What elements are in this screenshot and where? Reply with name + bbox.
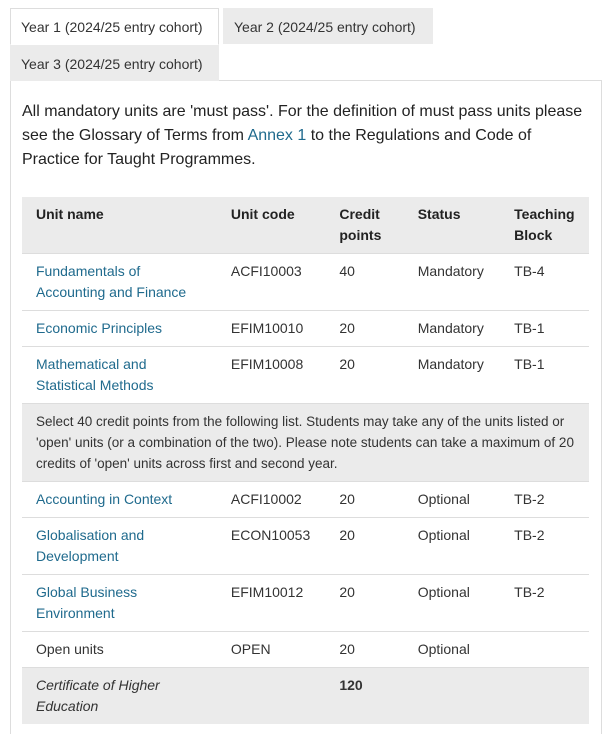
unit-status: Optional (404, 482, 500, 518)
table-header-row (22, 197, 589, 254)
unit-status: Optional (404, 518, 500, 575)
unit-link[interactable]: Globalisation and Development (36, 527, 145, 564)
unit-credits: 20 (325, 482, 403, 518)
total-empty-code (217, 668, 325, 725)
unit-credits: 20 (325, 575, 403, 632)
header-teaching-block: Teaching Block (500, 197, 589, 254)
optional-units-note: Select 40 credit points from the following list. Students may take any of the units listed or 'open' units (or a combination of the two). Please note students can take a maximum of 20 credits of 'open' units across first and second year. (22, 404, 589, 482)
header-unit-code: Unit code (217, 197, 325, 254)
unit-credits: 20 (325, 347, 403, 404)
table-row (22, 518, 589, 575)
unit-link[interactable]: Fundamentals of Accounting and Finance (36, 263, 187, 300)
unit-code: ACFI10002 (217, 482, 325, 518)
optional-units-note-row (22, 404, 589, 482)
unit-status: Optional (404, 575, 500, 632)
header-credit-points: Credit points (325, 197, 403, 254)
award-label: Certificate of Higher Education (22, 668, 217, 725)
unit-code: EFIM10012 (217, 575, 325, 632)
tab-year-2[interactable]: Year 2 (2024/25 entry cohort) (223, 8, 433, 44)
unit-credits: 20 (325, 632, 403, 668)
unit-status: Mandatory (404, 254, 500, 311)
tab-year-3[interactable]: Year 3 (2024/25 entry cohort) (10, 45, 219, 81)
table-row (22, 632, 589, 668)
units-table (22, 197, 589, 724)
unit-block: TB-4 (500, 254, 589, 311)
unit-link[interactable]: Economic Principles (36, 320, 163, 336)
intro-text-before: All mandatory units are 'must pass'. For the definition of must pass units please see the Glossary of Terms from (22, 103, 583, 144)
unit-credits: 40 (325, 254, 403, 311)
unit-credits: 20 (325, 518, 403, 575)
header-unit-name: Unit name (22, 197, 217, 254)
unit-block: TB-2 (500, 575, 589, 632)
unit-status: Optional (404, 632, 500, 668)
unit-credits: 20 (325, 311, 403, 347)
table-row (22, 575, 589, 632)
table-row (22, 311, 589, 347)
cohort-tabs (10, 8, 602, 81)
total-row (22, 668, 589, 725)
table-row (22, 347, 589, 404)
unit-block: TB-1 (500, 311, 589, 347)
unit-link[interactable]: Mathematical and Statistical Methods (36, 356, 154, 393)
unit-block: TB-2 (500, 482, 589, 518)
header-status: Status (404, 197, 500, 254)
total-empty-status (404, 668, 500, 725)
intro-text-after: to the Regulations and Code of Practice for Taught Programmes. (22, 127, 532, 168)
unit-status: Mandatory (404, 311, 500, 347)
unit-block: TB-2 (500, 518, 589, 575)
unit-name: Open units (22, 632, 217, 668)
intro-paragraph (22, 100, 592, 172)
table-row (22, 254, 589, 311)
unit-link[interactable]: Accounting in Context (36, 491, 173, 507)
annex-1-link[interactable]: Annex 1 (247, 127, 307, 144)
unit-code: EFIM10010 (217, 311, 325, 347)
table-row (22, 482, 589, 518)
unit-code: ACFI10003 (217, 254, 325, 311)
unit-block (500, 632, 589, 668)
unit-code: EFIM10008 (217, 347, 325, 404)
unit-code: ECON10053 (217, 518, 325, 575)
unit-block: TB-1 (500, 347, 589, 404)
unit-link[interactable]: Global Business Environment (36, 584, 138, 621)
total-credits: 120 (325, 668, 403, 725)
unit-status: Mandatory (404, 347, 500, 404)
tab-year-1[interactable]: Year 1 (2024/25 entry cohort) (10, 8, 219, 45)
total-empty-block (500, 668, 589, 725)
unit-code: OPEN (217, 632, 325, 668)
